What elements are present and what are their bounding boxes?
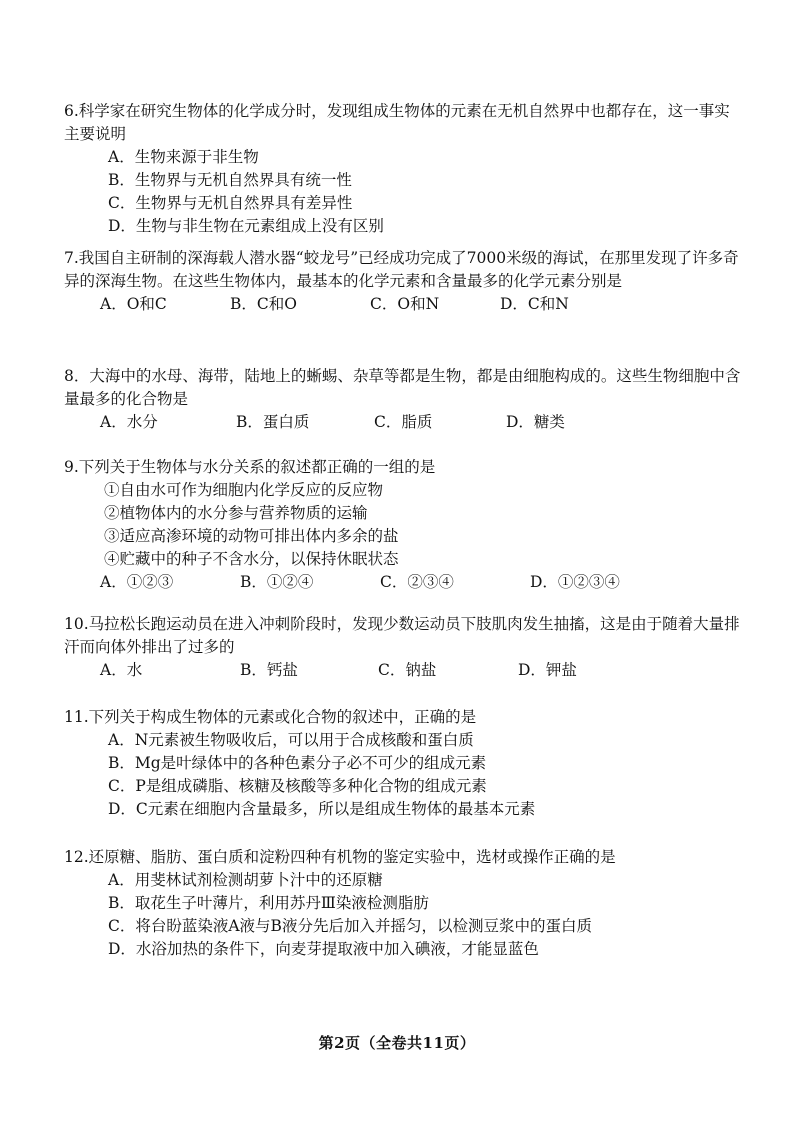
statement-list [64,479,744,571]
options-row [64,571,744,594]
option-c: C．生物界与无机自然界具有差异性 [108,194,353,212]
question-stem: 9.下列关于生物体与水分关系的叙述都正确的一组的是 [64,458,436,476]
option-c: C．P是组成磷脂、核糖及核酸等多种化合物的组成元素 [108,777,487,795]
options-row [64,293,744,316]
question-7 [64,247,744,316]
options-list [64,729,744,821]
option-c: C．O和N [370,295,440,313]
option-a: A．O和C [100,295,167,313]
options-list [64,146,744,238]
question-10 [64,613,744,682]
option-d: D．糖类 [506,413,565,431]
option-d: D．C元素在细胞内含量最多，所以是组成生物体的最基本元素 [108,800,536,818]
option-a: A．水分 [100,413,158,431]
question-stem: 10.马拉松长跑运动员在进入冲刺阶段时，发现少数运动员下肢肌肉发生抽搐，这是由于随着大量排汗而向体外排出了过多的 [64,615,740,656]
option-b: B．钙盐 [240,661,298,679]
option-d: D．①②③④ [530,573,620,591]
option-c: C．脂质 [374,413,433,431]
page-footer: 第2页（全卷共11页） [318,1034,476,1052]
question-6 [64,100,744,238]
option-d: D．C和N [500,295,569,313]
option-d: D．生物与非生物在元素组成上没有区别 [108,217,384,235]
question-11 [64,706,744,821]
options-row [64,411,744,434]
option-a: A．N元素被生物吸收后，可以用于合成核酸和蛋白质 [108,731,474,749]
option-c: C．钠盐 [378,661,437,679]
option-b: B．取花生子叶薄片，利用苏丹Ⅲ染液检测脂肪 [108,894,429,912]
statement-3: ③适应高渗环境的动物可排出体内多余的盐 [104,527,399,545]
option-d: D．水浴加热的条件下，向麦芽提取液中加入碘液，才能显蓝色 [108,940,539,958]
option-c: C．②③④ [380,573,454,591]
question-8 [64,365,744,434]
option-b: B．Mg是叶绿体中的各种色素分子必不可少的组成元素 [108,754,487,772]
statement-4: ④贮藏中的种子不含水分，以保持休眠状态 [104,550,399,568]
question-12 [64,846,744,961]
option-a: A．生物来源于非生物 [108,148,259,166]
option-a: A．用斐林试剂检测胡萝卜汁中的还原糖 [108,871,383,889]
statement-2: ②植物体内的水分参与营养物质的运输 [104,504,368,522]
option-d: D．钾盐 [518,661,577,679]
question-stem: 7.我国自主研制的深海载人潜水器“蛟龙号”已经成功完成了7000米级的海试，在那里发现了许多奇异的深海生物。在这些生物体内，最基本的化学元素和含量最多的化学元素分别是 [64,249,739,290]
option-c: C．将台盼蓝染液A液与B液分先后加入并摇匀，以检测豆浆中的蛋白质 [108,917,592,935]
options-list [64,869,744,961]
option-b: B．①②④ [240,573,314,591]
question-stem: 8．大海中的水母、海带，陆地上的蜥蜴、杂草等都是生物，都是由细胞构成的。这些生物细胞中含量最多的化合物是 [64,367,741,408]
option-a: A．水 [100,661,143,679]
question-stem: 6.科学家在研究生物体的化学成分时，发现组成生物体的元素在无机自然界中也都存在，这一事实主要说明 [64,102,730,143]
options-row [64,659,744,682]
option-b: B．C和O [230,295,297,313]
option-b: B．蛋白质 [236,413,310,431]
option-a: A．①②③ [100,573,174,591]
question-stem: 11.下列关于构成生物体的元素或化合物的叙述中，正确的是 [64,708,477,726]
question-stem: 12.还原糖、脂肪、蛋白质和淀粉四种有机物的鉴定实验中，选材或操作正确的是 [64,848,616,866]
question-9 [64,456,744,594]
statement-1: ①自由水可作为细胞内化学反应的反应物 [104,481,384,499]
option-b: B．生物界与无机自然界具有统一性 [108,171,352,189]
